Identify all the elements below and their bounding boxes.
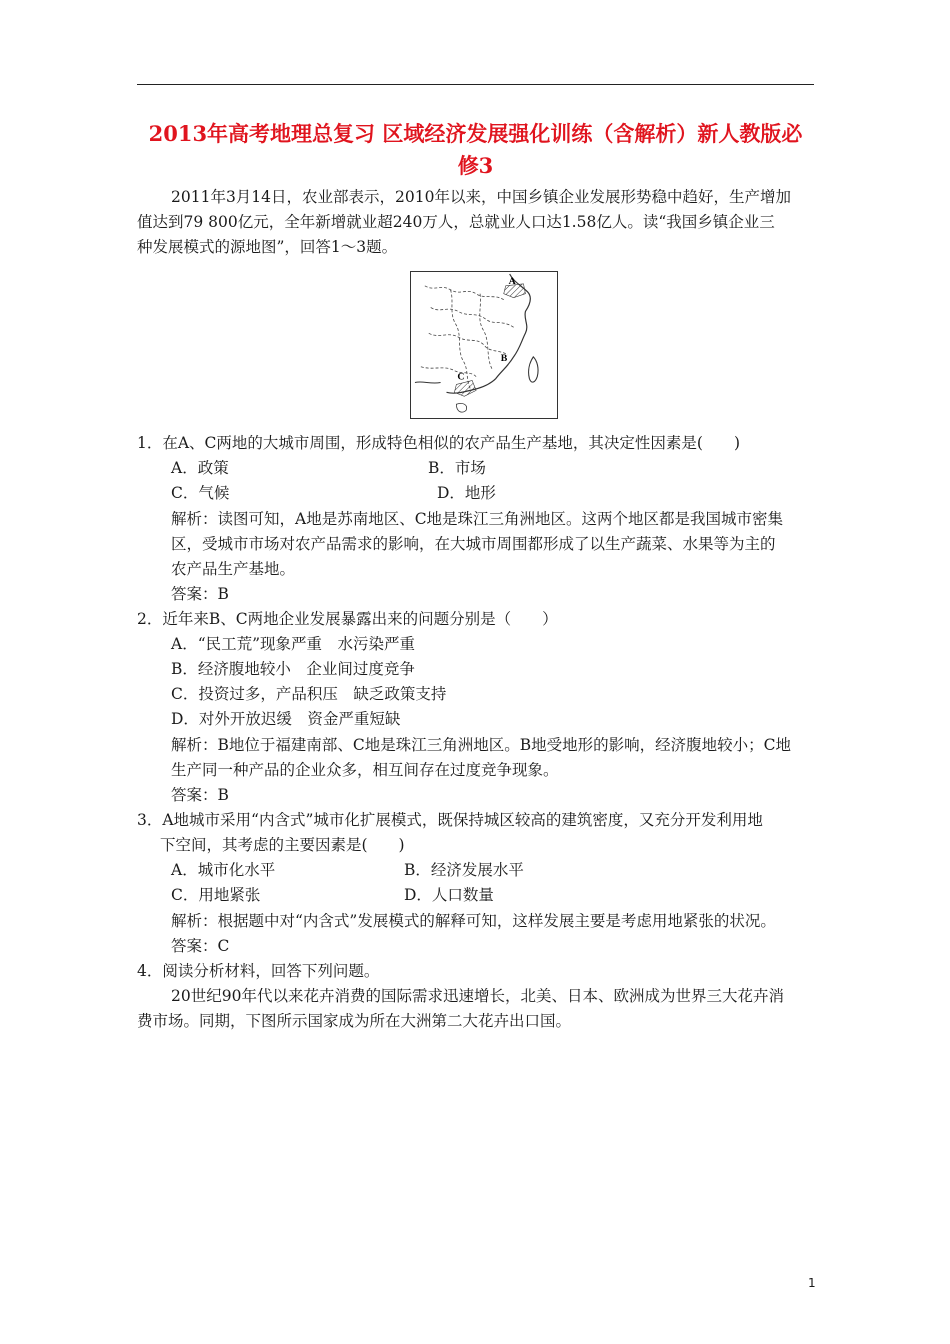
q1-stem: 1．在A、C两地的大城市周围，形成特色相似的农产品生产基地，其决定性因素是( ) xyxy=(137,434,741,452)
q1-option-d: D．地形 xyxy=(437,484,496,502)
q2-stem: 2．近年来B、C两地企业发展暴露出来的问题分别是（ ） xyxy=(137,610,558,628)
page-number: 1 xyxy=(808,1276,816,1290)
q1-explanation-3: 农产品生产基地。 xyxy=(171,560,296,578)
q3-option-b: B．经济发展水平 xyxy=(404,861,524,879)
title-line-1: 2013年高考地理总复习 区域经济发展强化训练（含解析）新人教版必 xyxy=(148,121,803,146)
map-label-b: B xyxy=(500,352,508,364)
region-c-hatch xyxy=(454,381,476,397)
q2-option-c: C．投资过多，产品积压 缺乏政策支持 xyxy=(171,685,447,703)
q1-option-a: A．政策 xyxy=(171,459,229,477)
q1-answer: 答案：B xyxy=(171,585,229,603)
q2-option-b: B．经济腹地较小 企业间过度竞争 xyxy=(171,660,415,678)
q1-explanation-1: 解析：读图可知，A地是苏南地区、C地是珠江三角洲地区。这两个地区都是我国城市密集 xyxy=(171,510,784,528)
q1-option-b: B．市场 xyxy=(428,459,486,477)
q4-paragraph-2: 费市场。同期，下图所示国家成为所在大洲第二大花卉出口国。 xyxy=(137,1012,572,1030)
q3-option-c: C．用地紧张 xyxy=(171,886,261,904)
q3-explanation-1: 解析：根据题中对“内含式”发展模式的解释可知，这样发展主要是考虑用地紧张的状况。 xyxy=(171,912,776,930)
intro-line-2: 值达到79 800亿元，全年新增就业超240万人，总就业人口达1.58亿人。读“我国乡镇企业三 xyxy=(137,213,775,231)
document-title xyxy=(137,118,814,182)
q4-paragraph-1: 20世纪90年代以来花卉消费的国际需求迅速增长，北美、日本、欧洲成为世界三大花卉消 xyxy=(171,987,784,1005)
map-figure xyxy=(411,272,557,418)
map-label-a: A xyxy=(508,275,516,287)
header-rule xyxy=(137,84,814,85)
q2-option-a: A．“民工荒”现象严重 水污染严重 xyxy=(171,635,416,653)
q3-answer: 答案：C xyxy=(171,937,230,955)
q3-stem-2: 下空间，其考虑的主要因素是( ) xyxy=(160,836,405,854)
q1-option-c: C．气候 xyxy=(171,484,230,502)
map-label-c: C xyxy=(457,371,465,383)
township-enterprise-map xyxy=(410,271,558,419)
q2-answer: 答案：B xyxy=(171,786,229,804)
q2-explanation-1: 解析：B地位于福建南部、C地是珠江三角洲地区。B地受地形的影响，经济腹地较小；C地 xyxy=(171,736,792,754)
q1-explanation-2: 区，受城市市场对农产品需求的影响，在大城市周围都形成了以生产蔬菜、水果等为主的 xyxy=(171,535,776,553)
title-line-2: 修3 xyxy=(457,153,494,178)
q4-stem: 4．阅读分析材料，回答下列问题。 xyxy=(137,962,380,980)
intro-line-3: 种发展模式的源地图”，回答1～3题。 xyxy=(137,238,398,256)
intro-line-1: 2011年3月14日，农业部表示，2010年以来，中国乡镇企业发展形势稳中趋好，生产增加 xyxy=(171,188,791,206)
q3-option-d: D．人口数量 xyxy=(404,886,494,904)
q3-option-a: A．城市化水平 xyxy=(171,861,276,879)
q2-explanation-2: 生产同一种产品的企业众多，相互间存在过度竞争现象。 xyxy=(171,761,559,779)
q2-option-d: D．对外开放迟缓 资金严重短缺 xyxy=(171,710,401,728)
q3-stem-1: 3．A地城市采用“内含式”城市化扩展模式，既保持城区较高的建筑密度，又充分开发利用地 xyxy=(137,811,763,829)
